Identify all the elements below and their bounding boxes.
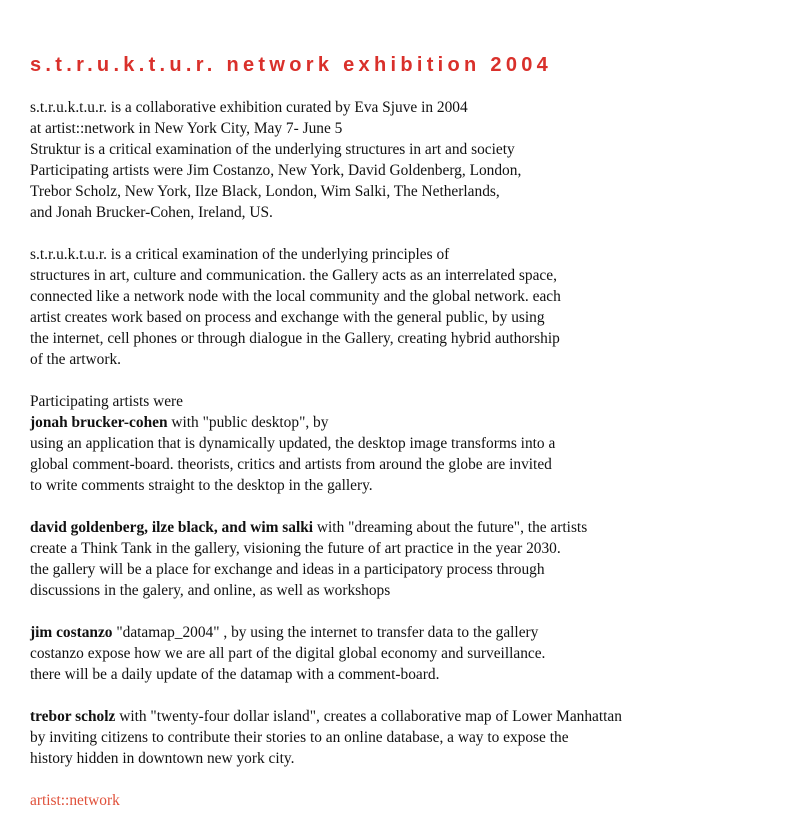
artist-work-intro: with "public desktop", by [167, 414, 329, 431]
artist-first-line [30, 706, 770, 727]
intro-line: s.t.r.u.k.t.u.r. is a collaborative exhibition curated by Eva Sjuve in 2004 [30, 99, 468, 116]
artist-description-line: global comment-board. theorists, critics and artists from around the globe are invited [30, 456, 552, 473]
intro-paragraph [30, 97, 770, 223]
artist-description-line: using an application that is dynamically updated, the desktop image transforms into a [30, 435, 556, 452]
artist-work-intro: with "twenty-four dollar island", creates a collaborative map of Lower Manhattan [115, 708, 622, 725]
artist-network-link[interactable]: artist::network [30, 792, 120, 809]
artist-name: trebor scholz [30, 708, 116, 725]
intro-line: Struktur is a critical examination of the underlying structures in art and society [30, 141, 515, 158]
artist-name: david goldenberg, ilze black, and wim salki [30, 519, 314, 536]
page-content [30, 54, 770, 811]
artist-entry-costanzo [30, 622, 770, 685]
intro-line: and Jonah Brucker-Cohen, Ireland, US. [30, 204, 273, 221]
artist-description-line: to write comments straight to the desktop in the gallery. [30, 477, 373, 494]
participants-heading: Participating artists were [30, 393, 184, 410]
description-line: of the artwork. [30, 351, 122, 368]
description-line: artist creates work based on process and exchange with the general public, by using [30, 309, 545, 326]
artist-first-line [30, 622, 770, 643]
artist-description-line: there will be a daily update of the datamap with a comment-board. [30, 666, 440, 683]
description-line: the internet, cell phones or through dialogue in the Gallery, creating hybrid authorship [30, 330, 560, 347]
artist-name: jonah brucker-cohen [30, 414, 168, 431]
artist-name: jim costanzo [30, 624, 113, 641]
artist-entry-goldenberg-black-salki [30, 517, 770, 601]
artist-first-line [30, 412, 770, 433]
description-paragraph [30, 244, 770, 370]
description-line: structures in art, culture and communication. the Gallery acts as an interrelated space, [30, 267, 557, 284]
description-line: s.t.r.u.k.t.u.r. is a critical examination of the underlying principles of [30, 246, 450, 263]
intro-line: at artist::network in New York City, May 7- June 5 [30, 120, 343, 137]
artist-entry-scholz [30, 706, 770, 769]
page-title: s.t.r.u.k.t.u.r. network exhibition 2004 [30, 54, 553, 76]
artist-description-line: costanzo expose how we are all part of the digital global economy and surveillance. [30, 645, 546, 662]
intro-line: Trebor Scholz, New York, Ilze Black, London, Wim Salki, The Netherlands, [30, 183, 500, 200]
description-line: connected like a network node with the local community and the global network. each [30, 288, 561, 305]
artist-description-line: the gallery will be a place for exchange and ideas in a participatory process through [30, 561, 545, 578]
artist-description-line: history hidden in downtown new york city. [30, 750, 295, 767]
artist-work-intro: with "dreaming about the future", the artists [313, 519, 588, 536]
artist-description-line: create a Think Tank in the gallery, visioning the future of art practice in the year 2030. [30, 540, 561, 557]
artist-description-line: by inviting citizens to contribute their stories to an online database, a way to expose the [30, 729, 569, 746]
artist-entry-brucker-cohen [30, 391, 770, 496]
artist-work-intro: "datamap_2004" , by using the internet to transfer data to the gallery [112, 624, 539, 641]
intro-line: Participating artists were Jim Costanzo, New York, David Goldenberg, London, [30, 162, 522, 179]
artist-first-line [30, 517, 770, 538]
artist-description-line: discussions in the galery, and online, as well as workshops [30, 582, 391, 599]
